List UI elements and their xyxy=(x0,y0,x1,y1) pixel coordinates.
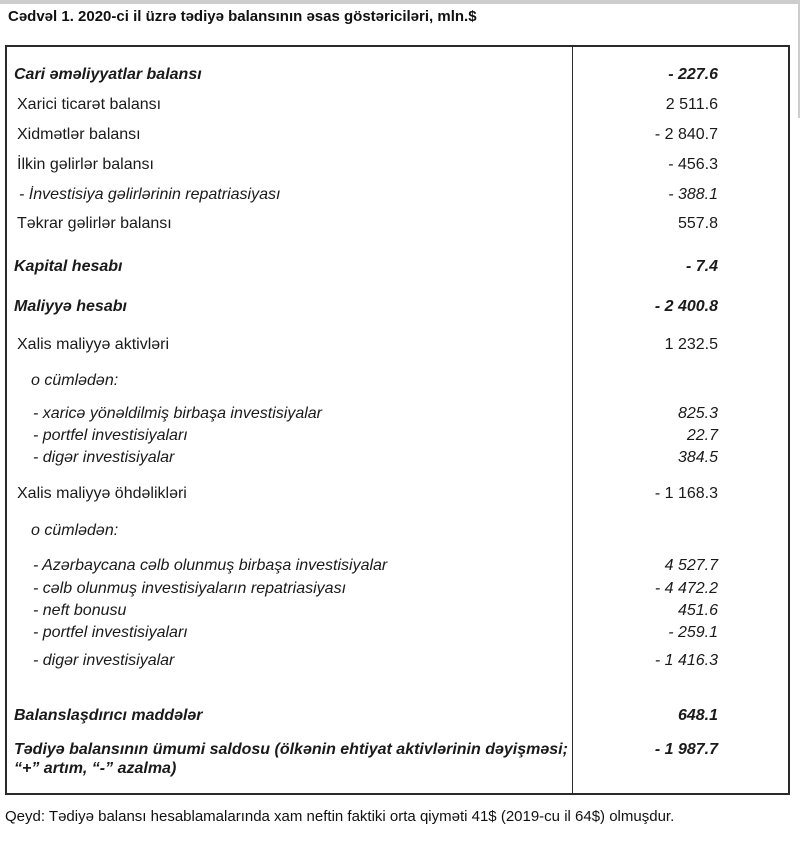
row-label: o cümlədən: xyxy=(31,372,119,389)
table-row-balancing-items xyxy=(7,707,788,724)
row-value: - 227.6 xyxy=(668,66,718,83)
row-label: Xalis maliyyə öhdəlikləri xyxy=(17,485,187,502)
table-row-services xyxy=(7,126,788,143)
row-value: 384.5 xyxy=(677,449,718,466)
row-label: - cəlb olunmuş investisiyaların repatriasiyası xyxy=(33,580,347,597)
row-value: 1 232.5 xyxy=(664,336,718,353)
row-value: - 456.3 xyxy=(668,156,718,173)
page-top-edge xyxy=(0,0,800,4)
row-value: - 259.1 xyxy=(668,624,718,641)
row-value: 4 527.7 xyxy=(664,557,718,574)
table-row-financial-account xyxy=(7,298,788,315)
row-label: - digər investisiyalar xyxy=(33,449,175,466)
table-row-including-2 xyxy=(7,522,788,539)
row-value: - 1 168.3 xyxy=(654,485,718,502)
row-value: - 7.4 xyxy=(685,258,718,275)
row-value: 2 511.6 xyxy=(665,96,718,113)
table-row-overall-balance xyxy=(7,740,788,778)
row-label: - neft bonusu xyxy=(33,602,127,619)
table-row-secondary-income xyxy=(7,215,788,232)
footnote: Qeyd: Tədiyə balansı hesablamalarında xam neftin faktiki orta qiyməti 41$ (2019-cu il 64$) olmuşdur. xyxy=(5,808,675,825)
row-value: 557.8 xyxy=(677,215,718,232)
table-row-capital-account xyxy=(7,258,788,275)
table-row-inward-fdi xyxy=(7,557,788,574)
row-value: - 2 840.7 xyxy=(654,126,718,143)
row-value: - 1 416.3 xyxy=(654,652,718,669)
table-row-net-financial-assets xyxy=(7,336,788,353)
column-divider xyxy=(572,47,573,793)
row-label: - digər investisiyalar xyxy=(33,652,175,669)
row-value: 825.3 xyxy=(677,405,718,422)
row-value: 648.1 xyxy=(677,707,718,724)
table-row-net-financial-liabilities xyxy=(7,485,788,502)
row-label: o cümlədən: xyxy=(31,522,119,539)
table-row-outward-fdi xyxy=(7,405,788,422)
table-title: Cədvəl 1. 2020-ci il üzrə tədiyə balansının əsas göstəriciləri, mln.$ xyxy=(8,8,477,25)
row-label: Maliyyə hesabı xyxy=(14,298,127,315)
table-row-foreign-trade xyxy=(7,96,788,113)
row-label: Xidmətlər balansı xyxy=(17,126,141,143)
row-value: - 388.1 xyxy=(668,186,718,203)
table-row-other-liabilities xyxy=(7,652,788,669)
row-label: Balanslaşdırıcı maddələr xyxy=(14,707,203,724)
row-label: - xaricə yönəldilmiş birbaşa investisiyalar xyxy=(33,405,322,422)
row-label: Təkrar gəlirlər balansı xyxy=(17,215,172,232)
row-label: - portfel investisiyaları xyxy=(33,427,188,444)
row-value: - 2 400.8 xyxy=(654,298,718,315)
row-label: İlkin gəlirlər balansı xyxy=(17,156,154,173)
table-row-including-1 xyxy=(7,372,788,389)
table-row-income-repatriation xyxy=(7,186,788,203)
row-label: Cari əməliyyatlar balansı xyxy=(14,66,202,83)
row-value: 22.7 xyxy=(686,427,718,444)
row-label: Kapital hesabı xyxy=(14,258,123,275)
table-row-oil-bonus xyxy=(7,602,788,619)
row-label: - Azərbaycana cəlb olunmuş birbaşa investisiyalar xyxy=(33,557,388,574)
row-label: - İnvestisiya gəlirlərinin repatriasiyası xyxy=(19,186,281,203)
table-row-portfolio-liabilities xyxy=(7,624,788,641)
row-value: - 1 987.7 xyxy=(654,741,718,758)
row-value: - 4 472.2 xyxy=(654,580,718,597)
balance-of-payments-table xyxy=(5,45,790,795)
row-value: 451.6 xyxy=(677,602,718,619)
table-row-primary-income xyxy=(7,156,788,173)
row-label: Xarici ticarət balansı xyxy=(17,96,162,113)
table-row-inward-repatriation xyxy=(7,580,788,597)
table-row-current-account xyxy=(7,66,788,83)
table-row-portfolio-assets xyxy=(7,427,788,444)
table-row-other-assets xyxy=(7,449,788,466)
row-label: Xalis maliyyə aktivləri xyxy=(17,336,170,353)
row-label: Tədiyə balansının ümumi saldosu (ölkənin ehtiyat aktivlərinin dəyişməsi; “+” artım, “-” azalma) xyxy=(14,741,568,777)
row-label: - portfel investisiyaları xyxy=(33,624,188,641)
